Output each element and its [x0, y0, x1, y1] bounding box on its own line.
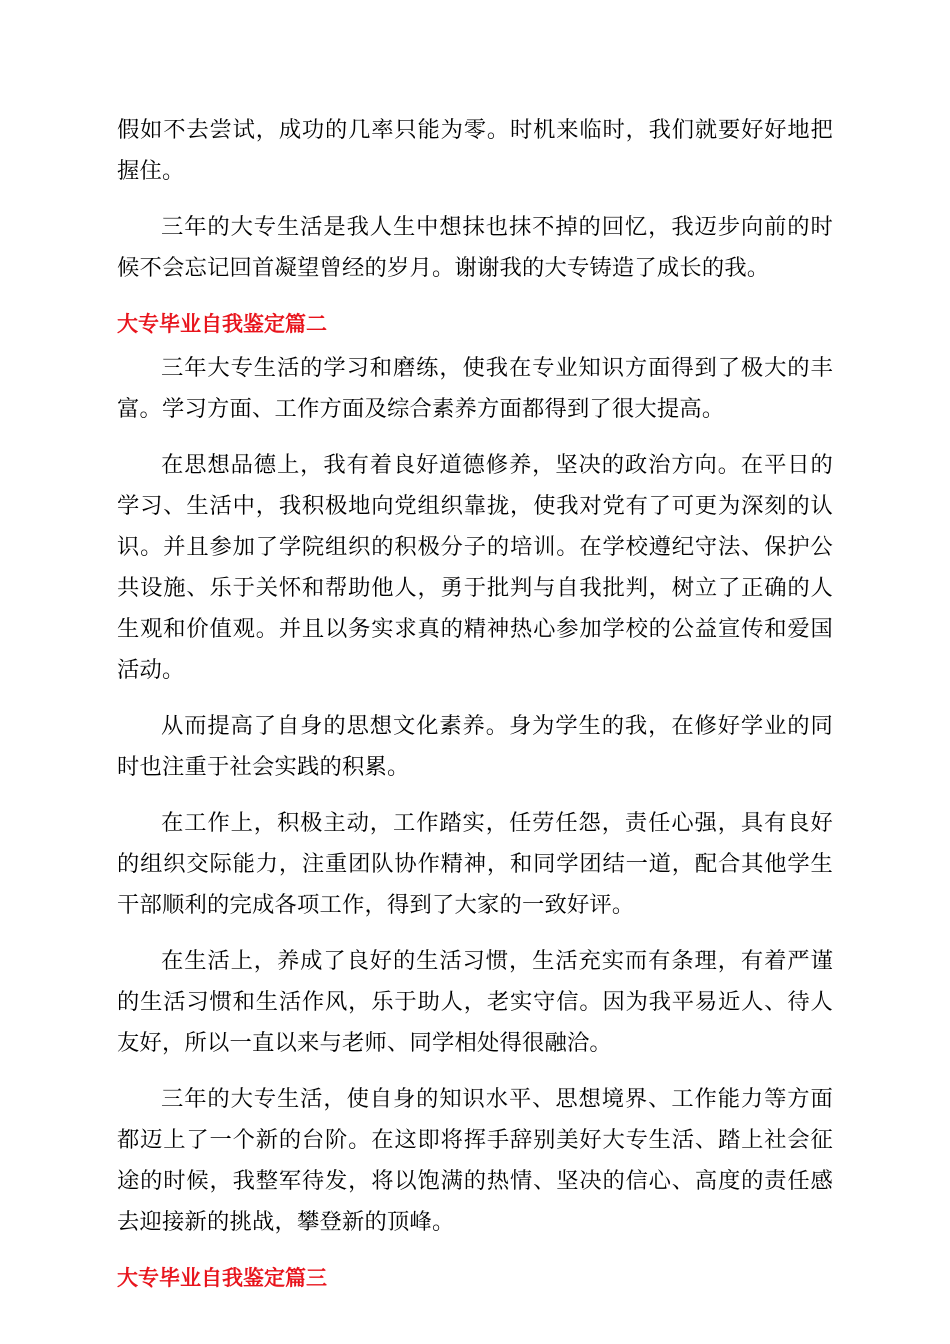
section-heading-part-three: 大专毕业自我鉴定篇三	[117, 1266, 327, 1290]
paragraph-life: 在生活上，养成了良好的生活习惯，生活充实而有条理，有着严谨的生活习惯和生活作风，乐于助人，老实守信。因为我平易近人、待人友好，所以一直以来与老师、同学相处得很融洽。	[117, 948, 833, 1056]
paragraph-culture: 从而提高了自身的思想文化素养。身为学生的我，在修好学业的同时也注重于社会实践的积累。	[117, 713, 833, 780]
paragraph-conclusion: 三年的大专生活，使自身的知识水平、思想境界、工作能力等方面都迈上了一个新的台阶。在这即将挥手辞别美好大专生活、踏上社会征途的时候，我整军待发，将以饱满的热情、坚决的信心、高度的责任感去迎接新的挑战，攀登新的顶峰。	[117, 1086, 833, 1235]
paragraph-opening: 假如不去尝试，成功的几率只能为零。时机来临时，我们就要好好地把握住。	[117, 117, 833, 184]
document-page	[117, 110, 833, 1302]
section-heading-part-two: 大专毕业自我鉴定篇二	[117, 312, 327, 336]
paragraph-memories: 三年的大专生活是我人生中想抹也抹不掉的回忆，我迈步向前的时候不会忘记回首凝望曾经的岁月。谢谢我的大专铸造了成长的我。	[117, 214, 833, 281]
paragraph-work: 在工作上，积极主动，工作踏实，任劳任怨，责任心强，具有良好的组织交际能力，注重团队协作精神，和同学团结一道，配合其他学生干部顺利的完成各项工作，得到了大家的一致好评。	[117, 810, 833, 918]
paragraph-study: 三年大专生活的学习和磨练，使我在专业知识方面得到了极大的丰富。学习方面、工作方面及综合素养方面都得到了很大提高。	[117, 355, 833, 422]
paragraph-ideology: 在思想品德上，我有着良好道德修养，坚决的政治方向。在平日的学习、生活中，我积极地向党组织靠拢，使我对党有了可更为深刻的认识。并且参加了学院组织的积极分子的培训。在学校遵纪守法、保护公共设施、乐于关怀和帮助他人，勇于批判与自我批判，树立了正确的人生观和价值观。并且以务实求真的精神热心参加学校的公益宣传和爱国活动。	[117, 452, 833, 683]
